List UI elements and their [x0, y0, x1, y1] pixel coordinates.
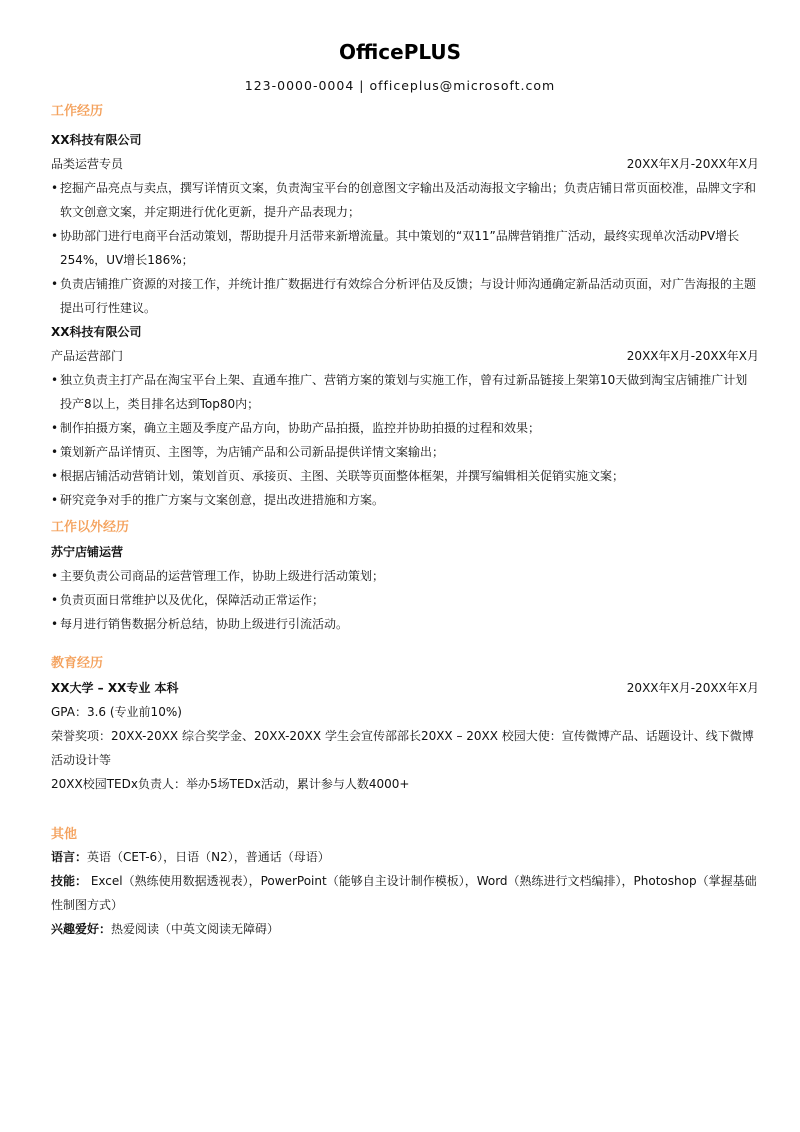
job-period: 20XX年X月-20XX年X月 [626, 157, 759, 171]
list-item: • 独立负责主打产品在淘宝平台上架、直通车推广、营销方案的策划与实施工作，曾有过新品链接上架第10天做到淘宝店铺推广计划投产8以上，类目排名达到Top80内； [51, 368, 759, 416]
education-row [51, 676, 759, 700]
list-item: • 负责页面日常维护以及优化，保障活动正常运作； [51, 588, 759, 612]
skills-line [51, 869, 759, 917]
list-item: • 制作拍摄方案，确立主题及季度产品方向，协助产品拍摄，监控并协助拍摄的过程和效果； [51, 416, 759, 440]
list-item: • 策划新产品详情页、主图等，为店铺产品和公司新品提供详情文案输出； [51, 440, 759, 464]
list-item: • 根据店铺活动营销计划，策划首页、承接页、主图、关联等页面整体框架，并撰写编辑相关促销实施文案； [51, 464, 759, 488]
language-label: 语言： [51, 850, 88, 864]
skills-value: Excel（熟练使用数据透视表），PowerPoint（能够自主设计制作模板），Word（熟练进行文档编排），Photoshop（掌握基础性制图方式） [51, 874, 757, 912]
job-row [51, 152, 759, 176]
language-line [51, 845, 759, 869]
education-section [51, 654, 759, 796]
education-period: 20XX年X月-20XX年X月 [626, 681, 759, 695]
resume-name: OfficePLUS [338, 40, 462, 64]
company-name: XX科技有限公司 [51, 133, 142, 147]
job-row [51, 344, 759, 368]
hobby-line [51, 917, 759, 941]
list-item: • 每月进行销售数据分析总结，协助上级进行引流活动。 [51, 612, 759, 636]
job-period: 20XX年X月-20XX年X月 [626, 349, 759, 363]
hobby-value: 热爱阅读（中英文阅读无障碍） [111, 922, 280, 936]
job-role: 品类运营专员 [51, 157, 124, 171]
school-major: XX大学 – XX专业 本科 [51, 681, 179, 695]
company-name: XX科技有限公司 [51, 325, 142, 339]
hobby-label: 兴趣爱好： [51, 922, 112, 936]
skills-label: 技能： [51, 874, 88, 888]
section-title: 教育经历 [51, 656, 104, 671]
section-title: 工作经历 [51, 104, 104, 119]
honors-text: 荣誉奖项：20XX-20XX 综合奖学金、20XX-20XX 学生会宣传部部长20XX – 20XX 校园大使：宣传微博产品、话题设计、线下微博活动设计等 [51, 729, 754, 767]
section-title: 工作以外经历 [51, 520, 130, 535]
job-bullets [51, 176, 759, 320]
list-item: • 研究竞争对手的推广方案与文案创意，提出改进措施和方案。 [51, 488, 759, 512]
extra-experience-section [51, 518, 759, 636]
tedx-text: 20XX校园TEDx负责人：举办5场TEDx活动，累计参与人数4000+ [51, 777, 410, 791]
section-title: 其他 [51, 827, 78, 842]
list-item: • 挖掘产品亮点与卖点，撰写详情页文案，负责淘宝平台的创意图文字输出及活动海报文字输出；负责店铺日常页面校准，品牌文字和软文创意文案，并定期进行优化更新，提升产品表现力； [51, 176, 759, 224]
language-value: 英语（CET-6），日语（N2），普通话（母语） [87, 850, 330, 864]
extra-bullets [51, 564, 759, 636]
job-role: 产品运营部门 [51, 349, 124, 363]
list-item: • 主要负责公司商品的运营管理工作，协助上级进行活动策划； [51, 564, 759, 588]
list-item: • 负责店铺推广资源的对接工作，并统计推广数据进行有效综合分析评估及反馈；与设计师沟通确定新品活动页面，对广告海报的主题提出可行性建议。 [51, 272, 759, 320]
job-bullets [51, 368, 759, 512]
list-item: • 协助部门进行电商平台活动策划，帮助提升月活带来新增流量。其中策划的“双11”品牌营销推广活动，最终实现单次活动PV增长254%，UV增长186%； [51, 224, 759, 272]
contact-info: 123-0000-0004 | officeplus@microsoft.com [244, 78, 556, 93]
gpa-text: GPA：3.6 (专业前10%) [51, 705, 182, 719]
other-section [51, 825, 759, 941]
org-name: 苏宁店铺运营 [51, 545, 124, 559]
work-experience-section [51, 102, 759, 512]
